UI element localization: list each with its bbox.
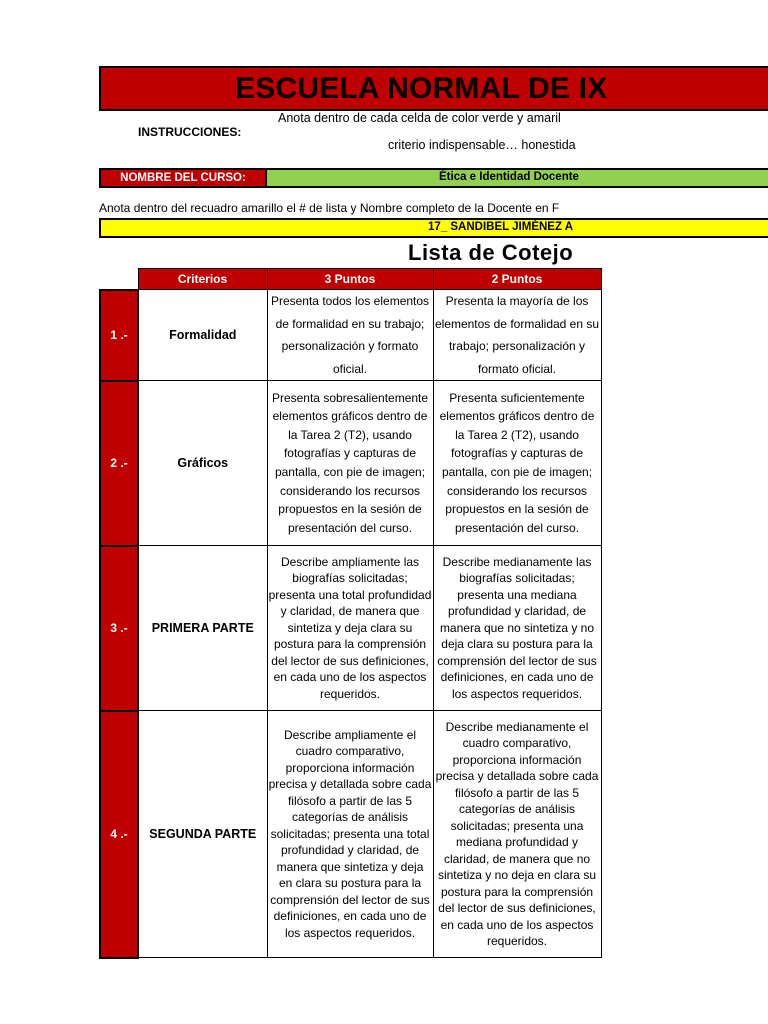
header-3-puntos: 3 Puntos: [267, 269, 433, 290]
instructions-label: INSTRUCCIONES:: [138, 125, 242, 139]
student-note: Anota dentro del recuadro amarillo el # de lista y Nombre completo de la Docente en F: [99, 201, 560, 215]
header-2-puntos: 2 Puntos: [433, 269, 601, 290]
table-header-row: [100, 269, 601, 290]
description-2-points: Describe medianamente las biografías solicitadas; presenta una mediana profundidad y claridad, de manera que no sintetiza y no deja clara su postura para la comprensión del lector de sus definiciones, en cada uno de los aspectos requeridos.: [433, 546, 601, 711]
course-name: Ética e Identidad Docente: [439, 171, 579, 183]
table-row: [100, 381, 601, 546]
header-criterios: Criterios: [138, 269, 267, 290]
list-title: Lista de Cotejo: [408, 240, 574, 265]
row-number: 4 .-: [100, 711, 138, 958]
row-number: 1 .-: [100, 290, 138, 381]
row-number: 3 .-: [100, 546, 138, 711]
row-number: 2 .-: [100, 381, 138, 546]
description-2-points: Describe medianamente el cuadro comparativo, proporciona información precisa y detallada sobre cada filósofo a partir de las 5 categorías de análisis solicitadas; presenta una mediana profundidad y claridad, de manera que no sintetiza y no deja en clara su postura para la comprensión del lector de sus definiciones, en cada uno de los aspectos requeridos.: [433, 711, 601, 958]
course-name-cell[interactable]: [267, 168, 768, 188]
criterion-label: Gráficos: [138, 381, 267, 546]
description-2-points: Presenta suficientemente elementos gráficos dentro de la Tarea 2 (T2), usando fotografías y capturas de pantalla, con pie de imagen; considerando los recursos propuestos en la sesión de presentación del curso.: [433, 381, 601, 546]
instructions-line-2: criterio indispensable… honestida: [388, 138, 576, 152]
table-row: [100, 711, 601, 958]
table-row: [100, 290, 601, 381]
title-bar: [99, 66, 768, 111]
student-name: 17_ SANDIBEL JIMÉNEZ A: [428, 221, 574, 233]
instructions-line-1: Anota dentro de cada celda de color verde y amaril: [278, 111, 561, 125]
description-3-points: Presenta sobresalientemente elementos gráficos dentro de la Tarea 2 (T2), usando fotografías y capturas de pantalla, con pie de imagen; considerando los recursos propuestos en la sesión de presentación del curso.: [267, 381, 433, 546]
description-3-points: Describe ampliamente el cuadro comparativo, proporciona información precisa y detallada sobre cada filósofo a partir de las 5 categorías de análisis solicitadas; presenta una total profundidad y claridad, de manera que sintetiza y deja en clara su postura para la comprensión del lector de sus definiciones, en cada uno de los aspectos requeridos.: [267, 711, 433, 958]
rubric-table: [99, 268, 600, 959]
table-corner: [100, 269, 138, 290]
course-label: NOMBRE DEL CURSO:: [99, 168, 267, 188]
student-cell[interactable]: [99, 218, 768, 238]
table-row: [100, 546, 601, 711]
description-2-points: Presenta la mayoría de los elementos de formalidad en su trabajo; personalización y formato oficial.: [433, 290, 601, 381]
description-3-points: Describe ampliamente las biografías solicitadas; presenta una total profundidad y claridad, de manera que sintetiza y deja clara su postura para la comprensión del lector de sus definiciones, en cada uno de los aspectos requeridos.: [267, 546, 433, 711]
school-title: ESCUELA NORMAL DE IX: [235, 72, 608, 105]
criterion-label: PRIMERA PARTE: [138, 546, 267, 711]
criterion-label: Formalidad: [138, 290, 267, 381]
description-3-points: Presenta todos los elementos de formalidad en su trabajo; personalización y formato oficial.: [267, 290, 433, 381]
criterion-label: SEGUNDA PARTE: [138, 711, 267, 958]
